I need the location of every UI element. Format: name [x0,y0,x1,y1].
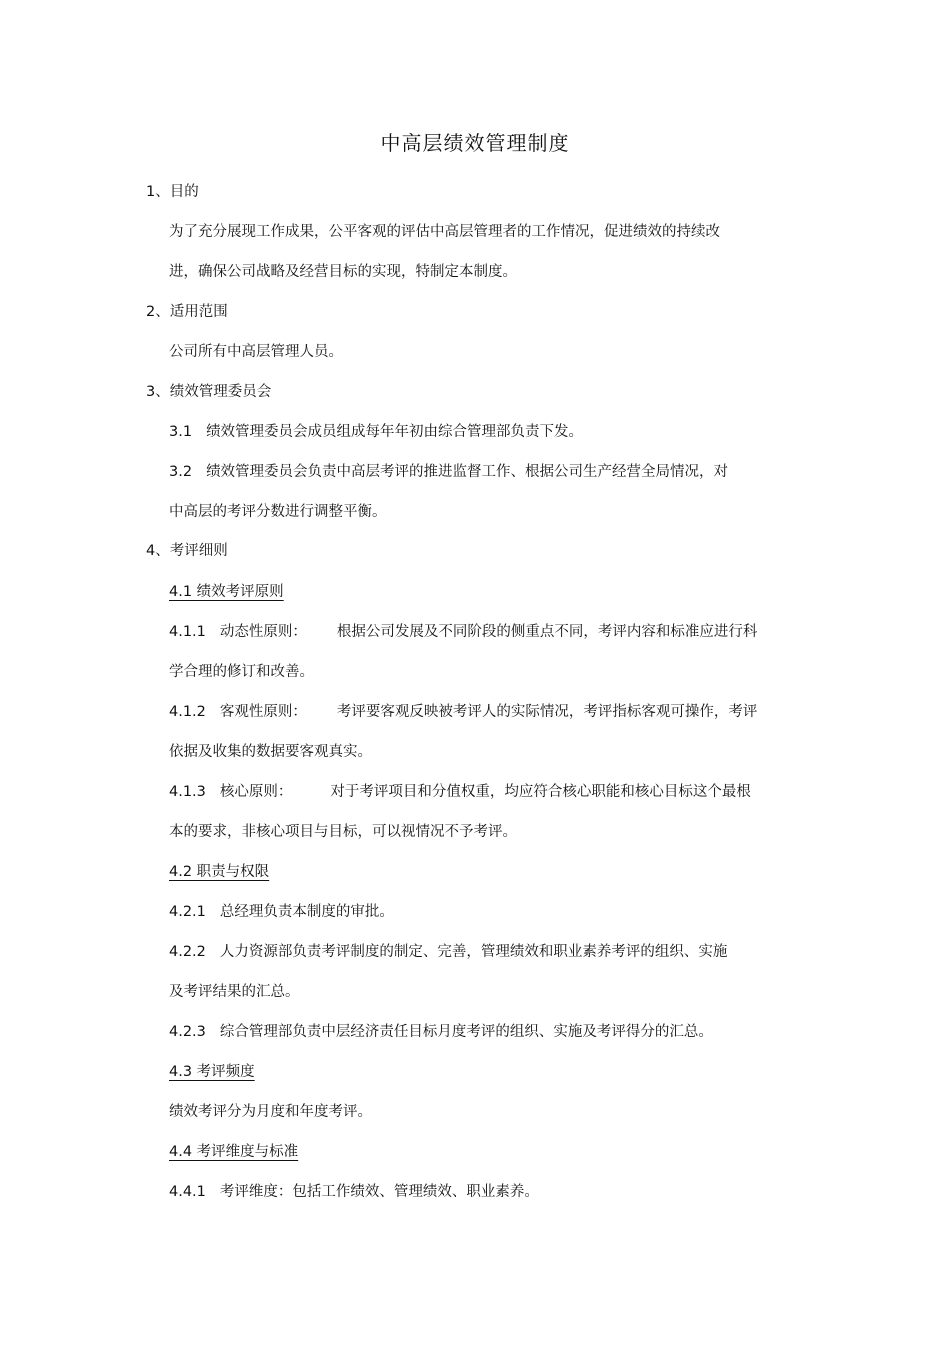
subsection-heading-4-4 [169,1142,298,1162]
subsection-label: 4.2 职责与权限 [169,864,270,880]
clause-4-2-2 [169,942,727,962]
paragraph: 中高层的考评分数进行调整平衡。 [169,504,387,520]
paragraph: 绩效考评分为月度和年度考评。 [169,1104,372,1120]
clause-number: 4.2.1 [169,904,206,920]
clause-number: 3.2 [169,464,193,480]
paragraph: 本的要求，非核心项目与目标，可以视情况不予考评。 [169,824,517,840]
clause-3-2 [169,462,728,482]
clause-4-1-1 [169,622,757,642]
subsection-heading-4-3 [169,1062,255,1082]
section-heading-3: 3、绩效管理委员会 [146,384,272,400]
clause-4-2-3 [169,1022,713,1042]
section-heading-2: 2、适用范围 [146,304,228,320]
paragraph: 及考评结果的汇总。 [169,984,300,1000]
clause-number: 4.1.3 [169,784,206,800]
clause-text: 综合管理部负责中层经济责任目标月度考评的组织、实施及考评得分的汇总。 [219,1024,713,1040]
clause-label: 动态性原则： [219,624,307,640]
section-heading-4: 4、考评细则 [146,543,228,559]
clause-number: 4.2.2 [169,944,206,960]
clause-4-4-1 [169,1182,539,1202]
clause-text: 人力资源部负责考评制度的制定、完善，管理绩效和职业素养考评的组织、实施 [219,944,728,960]
clause-4-1-2 [169,702,757,722]
paragraph: 为了充分展现工作成果，公平客观的评估中高层管理者的工作情况，促进绩效的持续改 [169,224,720,240]
clause-label: 核心原则： [219,784,293,800]
clause-text: 对于考评项目和分值权重，均应符合核心职能和核心目标这个最根 [330,784,751,800]
paragraph: 学合理的修订和改善。 [169,664,314,680]
paragraph: 公司所有中高层管理人员。 [169,344,343,360]
clause-text: 总经理负责本制度的审批。 [219,904,394,920]
clause-4-1-3 [169,782,751,802]
subsection-label: 4.3 考评频度 [169,1064,255,1080]
paragraph: 依据及收集的数据要客观真实。 [169,744,372,760]
clause-text: 绩效管理委员会负责中高层考评的推进监督工作、根据公司生产经营全局情况，对 [206,464,729,480]
clause-4-2-1 [169,902,394,922]
clause-number: 4.4.1 [169,1184,206,1200]
document-title: 中高层绩效管理制度 [380,131,570,155]
clause-number: 4.1.2 [169,704,206,720]
clause-number: 3.1 [169,424,193,440]
subsection-label: 4.4 考评维度与标准 [169,1144,299,1160]
paragraph: 进，确保公司战略及经营目标的实现，特制定本制度。 [169,264,517,280]
subsection-heading-4-2 [169,862,269,882]
clause-label: 客观性原则： [219,704,307,720]
clause-text: 考评要客观反映被考评人的实际情况，考评指标客观可操作，考评 [336,704,758,720]
clause-3-1 [169,422,583,442]
subsection-label: 4.1 绩效考评原则 [169,584,284,600]
clause-text: 根据公司发展及不同阶段的侧重点不同，考评内容和标准应进行科 [336,624,758,640]
clause-text: 考评维度：包括工作绩效、管理绩效、职业素养。 [219,1184,539,1200]
section-heading-1: 1、目的 [146,184,199,200]
clause-number: 4.1.1 [169,624,206,640]
clause-number: 4.2.3 [169,1024,206,1040]
clause-text: 绩效管理委员会成员组成每年年初由综合管理部负责下发。 [206,424,584,440]
subsection-heading-4-1 [169,582,284,602]
